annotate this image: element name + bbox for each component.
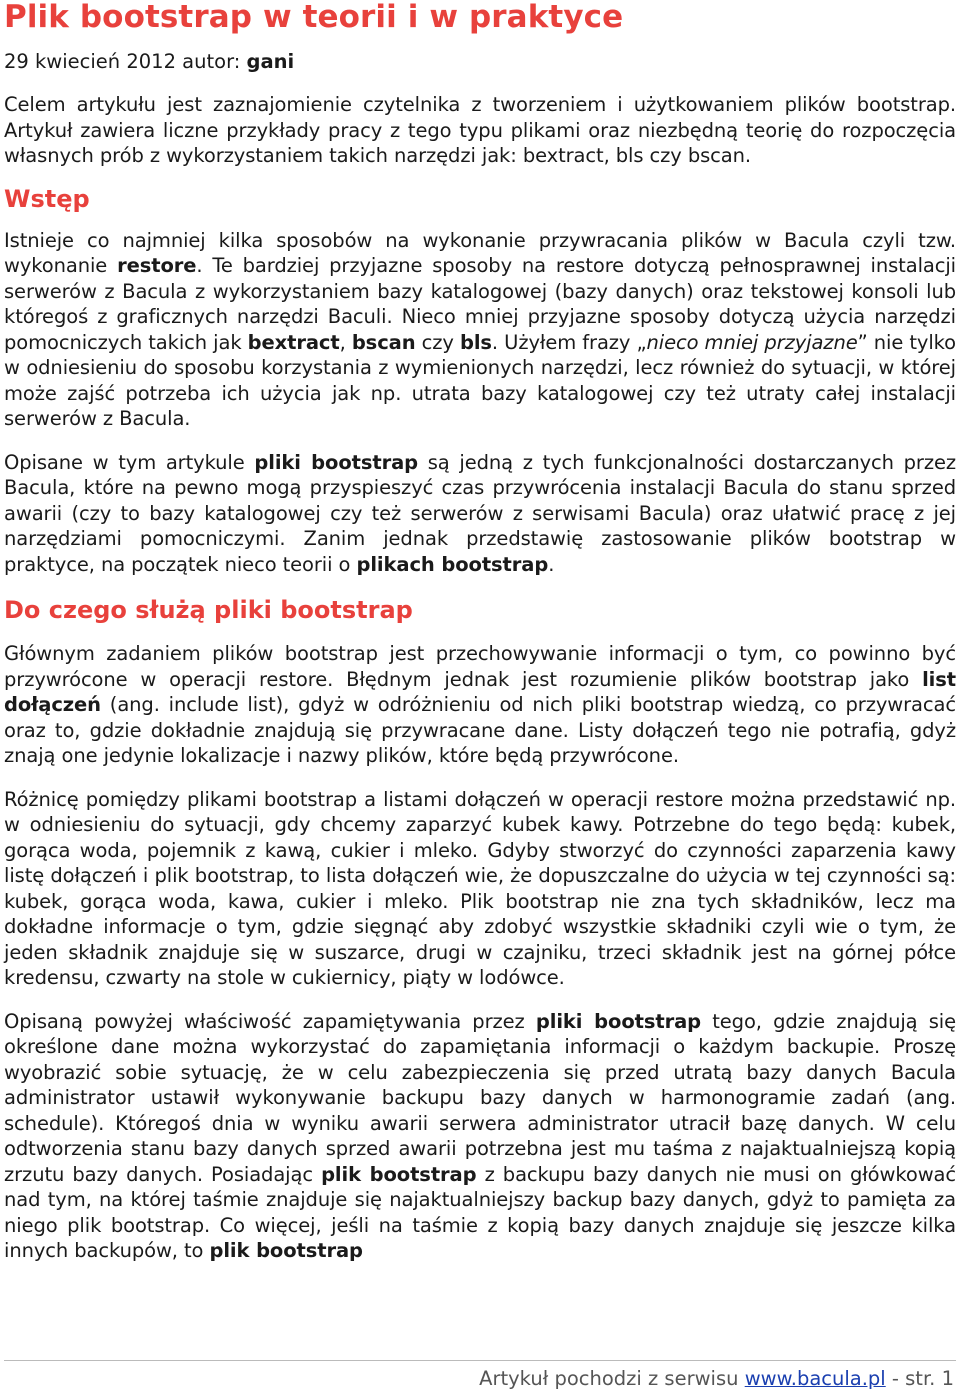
footer-link[interactable]: www.bacula.pl (744, 1367, 886, 1390)
section-heading-wstep: Wstęp (4, 184, 90, 213)
do-czego-paragraph-3: Opisaną powyżej właściwość zapamiętywania przez pliki bootstrap tego, gdzie znajdują się określone dane można wykorzystać do zapamiętania informacji o każdym backupie. Proszę wyobrazić sobie sytuację, że w celu zabezpieczenia się przed utratą bazy danych Bacula administrator ustawił wykonywanie backupu bazy danych w harmonogramie zadań (ang. schedule). Któregoś dnia w wyniku awarii serwera administrator utracił bazę danych. W celu odtworzenia stanu bazy danych sprzed awarii potrzebna jest mu taśma z najaktualniejszą kopią zrzutu bazy danych. Posiadając plik bootstrap z backupu bazy danych nie musi on główkować nad tym, na której taśmie znajduje się najaktualniejszy backup bazy danych, gdyż to pamięta za niego plik bootstrap. Co więcej, jeśli na taśmie z kopią bazy danych znajduje się jeszcze kilka innych backupów, to plik bootstrap (4, 1009, 957, 1262)
article-title: Plik bootstrap w teorii i w praktyce (4, 0, 624, 35)
article-date: 29 kwiecień 2012 autor: (4, 50, 241, 73)
section-heading-do-czego: Do czego służą pliki bootstrap (4, 596, 413, 624)
do-czego-paragraph-1: Głównym zadaniem plików bootstrap jest przechowywanie informacji o tym, co powinno być przywrócone w operacji restore. Błędnym jednak jest rozumienie plików bootstrap jako list dołączeń (ang. include list), gdyż w odróżnieniu od nich pliki bootstrap wiedzą, co przywracać oraz to, gdzie dokładnie znajdują się przywracane dane. Listy dołączeń tego nie potrafią, gdyż znają one jedynie lokalizacje i nazwy plików, które będą przywrócone. (4, 642, 956, 767)
page-footer (4, 1360, 956, 1390)
footer-text: Artykuł pochodzi z serwisu www.bacula.pl - str. 1 (479, 1367, 954, 1390)
wstep-paragraph-1: Istnieje co najmniej kilka sposobów na wykonanie przywracania plików w Bacula czyli tzw. wykonanie restore. Te bardziej przyjazne sposoby na restore dotyczą pełnosprawnej instalacji serwerów z Bacula z wykorzystaniem bazy katalogowej (bazy danych) oraz tekstowej konsoli lub któregoś z graficznych narzędzi Baculi. Nieco mniej przyjazne sposoby dotyczą użycia narzędzi pomocniczych takich jak bextract, bscan czy bls. Użyłem frazy „nieco mniej przyjazne” nie tylko w odniesieniu do sposobu korzystania z wymienionych narzędzi, lecz również do sytuacji, w której może zajść potrzeba ich użycia jak np. utrata bazy katalogowej czy też utraty całej instalacji serwerów z Bacula. (4, 228, 956, 430)
intro-paragraph: Celem artykułu jest zaznajomienie czytelnika z tworzeniem i użytkowaniem plików bootstrap. Artykuł zawiera liczne przykłady pracy z tego typu plikami oraz niezbędną teorię do rozpoczęcia własnych prób z wykorzystaniem takich narzędzi jak: bextract, bls czy bscan. (4, 93, 956, 167)
do-czego-paragraph-2: Różnicę pomiędzy plikami bootstrap a listami dołączeń w operacji restore można przedstawić np. w odniesieniu do sytuacji, gdy chcemy zaparzyć kubek kawy. Potrzebne do tego będą: kubek, gorąca woda, pojemnik z kawą, cukier i mleko. Gdyby stworzyć do czynności zaparzenia kawy listę dołączeń i plik bootstrap, to lista dołączeń wie, że dopuszczalne do użycia w tej czynności są: kubek, gorąca woda, kawa, cukier i mleko. Plik bootstrap nie zna tych składników, lecz ma dokładne informacje o tym, gdzie sięgnąć aby zdobyć wszystkie składniki czyli wie o tym, że jeden składnik znajduje się w suszarce, drugi w czajniku, trzeci składnik jest na górnej półce kredensu, czwarty na stole w cukiernicy, piąty w lodówce. (4, 787, 956, 989)
article-author: gani (246, 50, 295, 73)
article-meta (4, 50, 956, 74)
wstep-paragraph-2: Opisane w tym artykule pliki bootstrap są jedną z tych funkcjonalności dostarczanych przez Bacula, które na pewno mogą przyspieszyć czas przywrócenia instalacji Bacula do stanu sprzed awarii (czy to bazy katalogowej czy też serwerów z serwisami Bacula) oraz ułatwić pracę z jej narzędziami pomocniczymi. Zanim jednak przedstawię zastosowanie plików bootstrap w praktyce, na początek nieco teorii o plikach bootstrap. (4, 450, 956, 576)
